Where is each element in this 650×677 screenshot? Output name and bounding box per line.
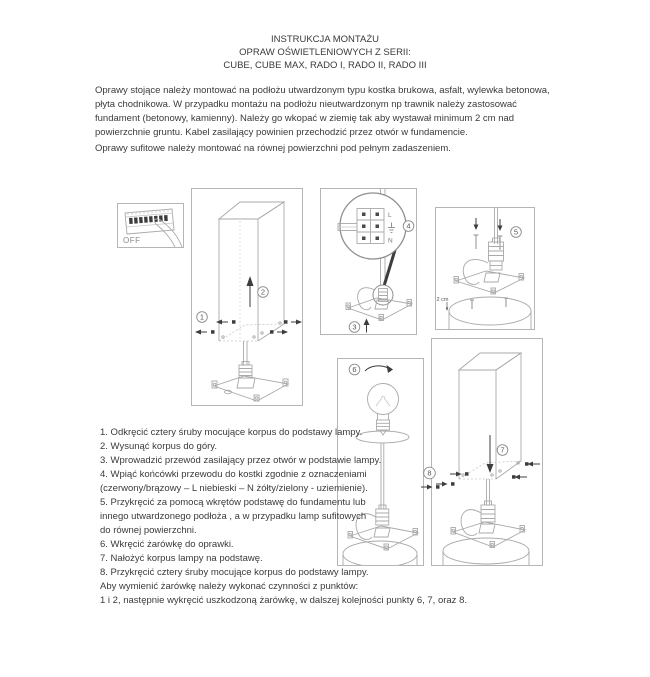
instruction-line: 7. Nałożyć korpus lampy na podstawę. [100, 553, 263, 564]
step-3-4-illustration [321, 189, 416, 334]
step-8-number: 8 [427, 468, 432, 478]
cable-up-arrow-icon [364, 319, 370, 333]
instruction-line: 8. Przykręcić cztery śruby mocujące korpus do podstawy lampy. [100, 567, 369, 578]
title-line-2: OPRAW OŚWIETLENIOWYCH Z SERII: [239, 47, 411, 58]
step-8-marker-illustration [420, 465, 450, 493]
foundation-height-dimension [437, 297, 449, 311]
step-2-number: 2 [260, 287, 266, 297]
step-1-2-illustration [192, 189, 302, 405]
lamp-base-plate [454, 271, 524, 294]
screws-out-arrows-icon [195, 320, 302, 335]
diagram-step-5 [435, 207, 535, 330]
power-off-diagram [117, 203, 184, 248]
instruction-line: 6. Wkręcić żarówkę do oprawki. [100, 539, 234, 550]
page-title [0, 33, 650, 72]
step-3-number: 3 [352, 322, 357, 332]
instruction-line: 4. Wpiąć końcówki przewodu do kostki zgodnie z oznaczeniami [100, 469, 367, 480]
power-off-illustration [118, 204, 183, 247]
connector-zoom-circle-icon [373, 285, 393, 305]
intro-paragraph: Oprawy stojące należy montować na podłożu utwardzonym typu kostka brukowa, asfalt, wylewka betonowa, płyta chodnikowa. W przypadku montażu na podłożu nieutwardzonym np trawnik należy zastosować fundament (betonowy, kamienny). Należy go wkopać w ziemię tak aby wystawał minimum 2 cm nad powierzchnie gruntu. Kabel zasilający powinien przechodzić przez otwór w fundamencie. [95, 85, 550, 138]
screw-down-arrows-icon [474, 218, 503, 250]
terminal-line-label: L [388, 212, 392, 219]
instruction-line: Aby wymienić żarówkę należy wykonać czynności z punktów: [100, 581, 359, 592]
title-line-1: INSTRUKCJA MONTAŻU [270, 34, 380, 45]
power-cable [495, 208, 498, 244]
off-label: OFF [123, 236, 141, 245]
instruction-line: 1 i 2, następnie wykręcić uszkodzoną żarówkę, w dalszej kolejności punkty 6, 7, oraz 8. [100, 595, 467, 606]
instruction-line: 3. Wprowadzić przewód zasilający przez otwór w podstawie lampy. [100, 455, 382, 466]
lamp-base-plate [212, 376, 288, 401]
magnifier-circle-icon [340, 193, 406, 259]
screw-in-arrow-icon [421, 485, 440, 490]
breaker-panel-icon [125, 209, 174, 234]
cable-connector [489, 238, 504, 270]
diagram-step-1-2 [191, 188, 303, 406]
step-5-number: 5 [513, 227, 519, 237]
instruction-line: (czerwony/brązowy – L niebieski – N żółty/zielony - uziemienie). [100, 483, 368, 494]
terminal-neutral-label: N [388, 237, 393, 245]
foundation-height-label: 2 cm [436, 297, 449, 303]
lamp-body-cube [219, 202, 284, 341]
lift-arrow-icon [247, 276, 254, 307]
step-7-number: 7 [500, 445, 505, 455]
step-6-number: 6 [352, 365, 357, 375]
step-5-illustration [436, 208, 534, 329]
instruction-list [100, 426, 590, 608]
rotate-arrow-icon [365, 365, 393, 373]
title-line-3: CUBE, CUBE MAX, RADO I, RADO II, RADO III [223, 60, 427, 71]
step-8-marker-overlay [420, 465, 450, 493]
diagram-step-3-4 [320, 188, 417, 335]
instruction-line: 1. Odkręcić cztery śruby mocujące korpus do podstawy lampy. [100, 427, 363, 438]
ceiling-paragraph: Oprawy sufitowe należy montować na równej powierzchni pod pełnym zadaszeniem. [95, 143, 451, 154]
step-1-number: 1 [199, 312, 205, 322]
instruction-line: do równej powierzchni. [100, 525, 197, 536]
instruction-line: 2. Wysunąć korpus do góry. [100, 441, 217, 452]
instruction-line: 5. Przykręcić za pomocą wkrętów podstawę do fundamentu lub [100, 497, 366, 508]
foundation-cylinder [449, 297, 531, 329]
step-4-number: 4 [406, 221, 411, 231]
cable-connector [239, 362, 252, 379]
instruction-line: innego utwardzonego podłoża , a w przypadku lamp sufitowych [100, 511, 367, 522]
